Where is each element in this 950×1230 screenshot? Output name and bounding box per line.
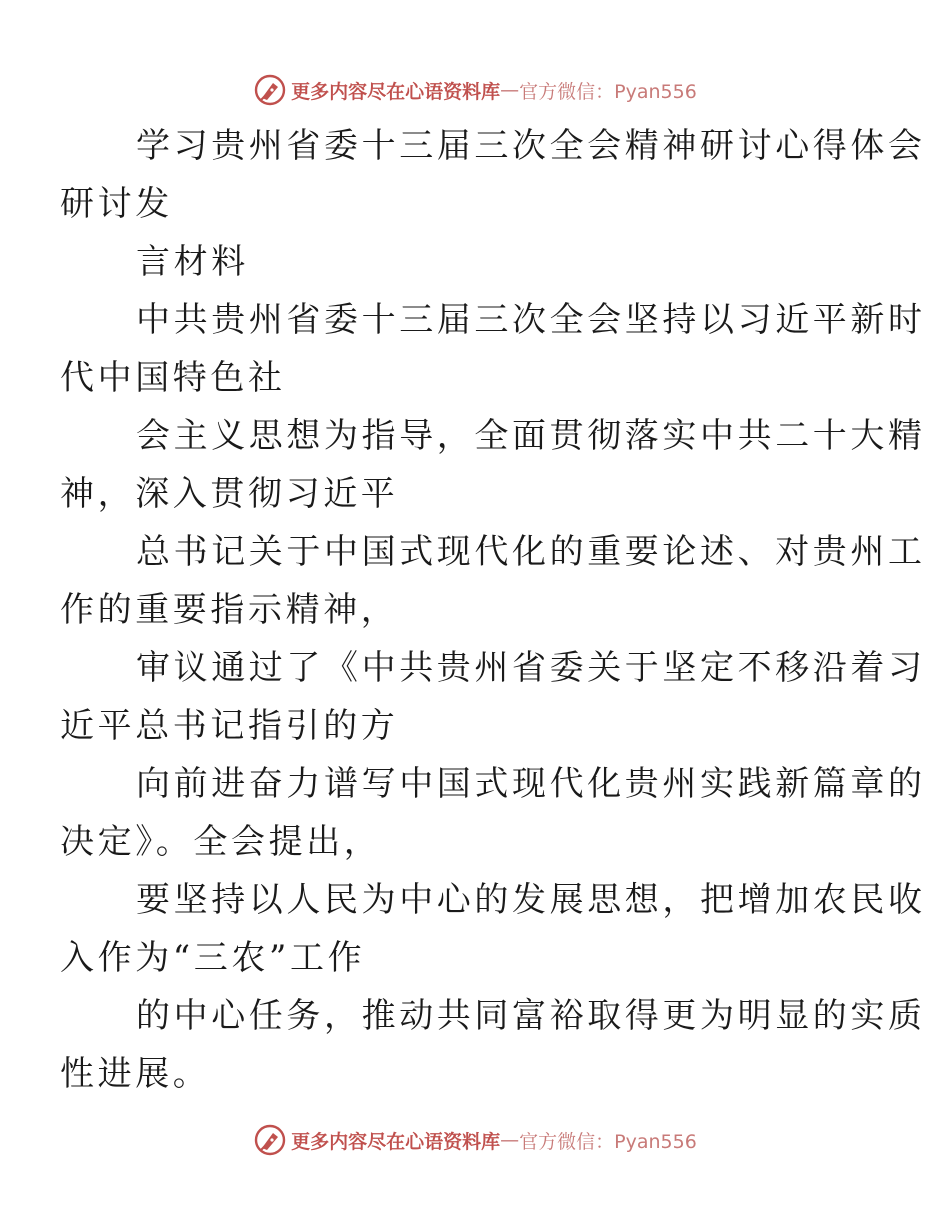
text-line: 的中心任务，推动共同富裕取得更为明显的实质	[136, 996, 926, 1036]
header-watermark-banner	[0, 70, 950, 110]
text-line: 学习贵州省委十三届三次全会精神研讨心得体会	[136, 126, 926, 166]
paragraph-2	[98, 233, 858, 291]
banner-separator: —	[500, 79, 520, 101]
footer-watermark-banner	[0, 1120, 950, 1160]
text-line: 性进展。	[60, 1054, 211, 1094]
banner-contact-text: 官方微信：Pyan556	[519, 1130, 697, 1153]
banner-contact-text: 官方微信：Pyan556	[519, 80, 697, 103]
text-line: 作的重要指示精神，	[60, 590, 399, 630]
banner-separator: —	[500, 1129, 520, 1151]
paragraph-3	[60, 291, 926, 407]
text-line: 入作为“三农”工作	[60, 938, 366, 978]
paragraph-5	[60, 523, 926, 639]
paragraph-4	[60, 407, 926, 523]
text-line: 代中国特色社	[60, 358, 286, 398]
paragraph-1	[60, 117, 926, 233]
text-line: 中共贵州省委十三届三次全会坚持以习近平新时	[136, 300, 926, 340]
text-line: 神，深入贯彻习近平	[60, 474, 399, 514]
pen-nib-circle-icon	[253, 1123, 287, 1157]
text-line: 研讨发	[60, 184, 173, 224]
text-line: 总书记关于中国式现代化的重要论述、对贵州工	[136, 532, 926, 572]
text-line: 要坚持以人民为中心的发展思想，把增加农民收	[136, 880, 926, 920]
paragraph-9	[60, 987, 926, 1103]
text-line: 近平总书记指引的方	[60, 706, 399, 746]
text-line: 决定》。全会提出，	[60, 822, 382, 862]
document-body	[60, 117, 926, 1103]
text-line: 会主义思想为指导，全面贯彻落实中共二十大精	[136, 416, 926, 456]
text-line: 向前进奋力谱写中国式现代化贵州实践新篇章的	[136, 764, 926, 804]
pen-nib-circle-icon	[253, 73, 287, 107]
banner-lead-text: 更多内容尽在心语资料库	[291, 1130, 501, 1153]
paragraph-8	[60, 871, 926, 987]
text-line: 言材料	[136, 242, 249, 282]
text-line: 审议通过了《中共贵州省委关于坚定不移沿着习	[136, 648, 926, 688]
banner-lead-text: 更多内容尽在心语资料库	[291, 80, 501, 103]
paragraph-6	[60, 639, 926, 755]
paragraph-7	[60, 755, 926, 871]
